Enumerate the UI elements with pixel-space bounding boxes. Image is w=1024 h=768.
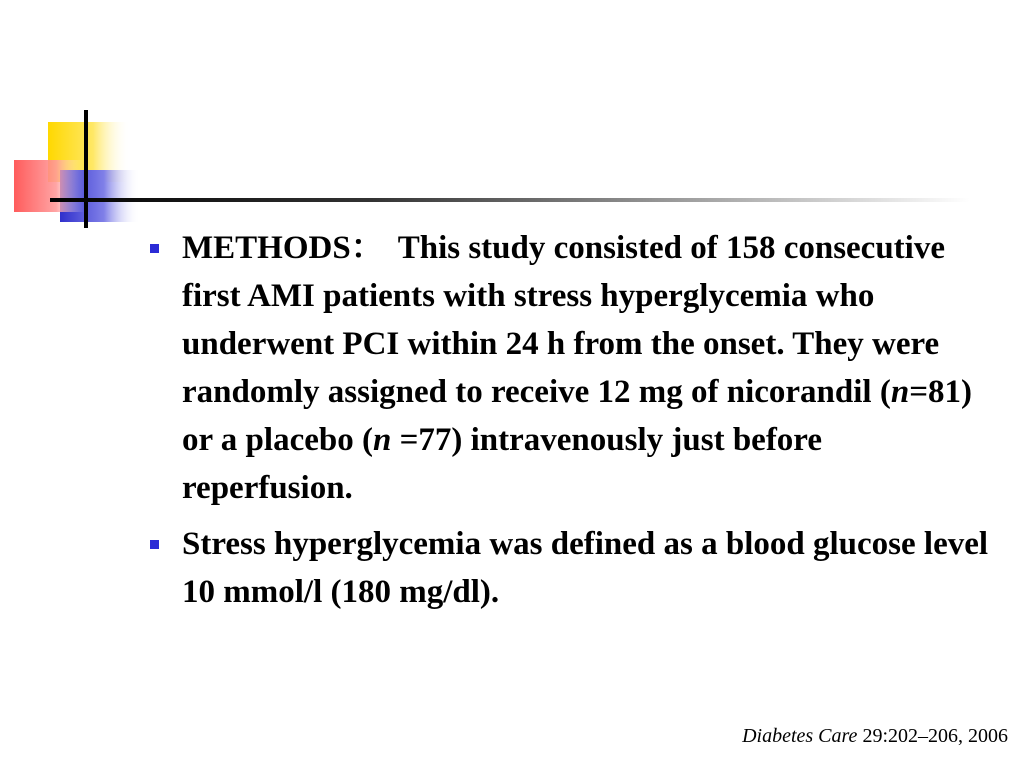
n-symbol: n xyxy=(890,374,910,410)
n-symbol: n xyxy=(372,422,392,458)
methods-text-start: This study consisted of 158 consecutive first AMI patients with stress hyperglycemia who underwent PCI within 24 h from the onset. They were randomly assigned to receive 12 mg of nicorandil ( xyxy=(182,230,945,410)
bullet-definition xyxy=(140,520,1000,616)
definition-text: Stress hyperglycemia was defined as a blood glucose level 10 mmol/l (180 mg/dl). xyxy=(182,526,989,610)
title-underline xyxy=(50,198,970,202)
citation xyxy=(742,722,1008,750)
methods-label: METHODS： xyxy=(182,230,384,266)
bullet-methods xyxy=(140,224,1000,512)
bullet-marker xyxy=(150,244,159,253)
methods-text-middle: =81) or a placebo ( xyxy=(182,374,972,458)
citation-journal: Diabetes Care xyxy=(742,725,858,747)
bullet-marker xyxy=(150,540,159,549)
methods-text-end: =77) intravenously just before reperfusion. xyxy=(182,422,823,506)
deco-red-square xyxy=(14,160,84,212)
deco-vertical-line xyxy=(84,110,88,228)
slide-body xyxy=(140,224,1000,624)
title-decoration xyxy=(0,0,1024,240)
citation-reference: 29:202–206, 2006 xyxy=(857,725,1008,747)
